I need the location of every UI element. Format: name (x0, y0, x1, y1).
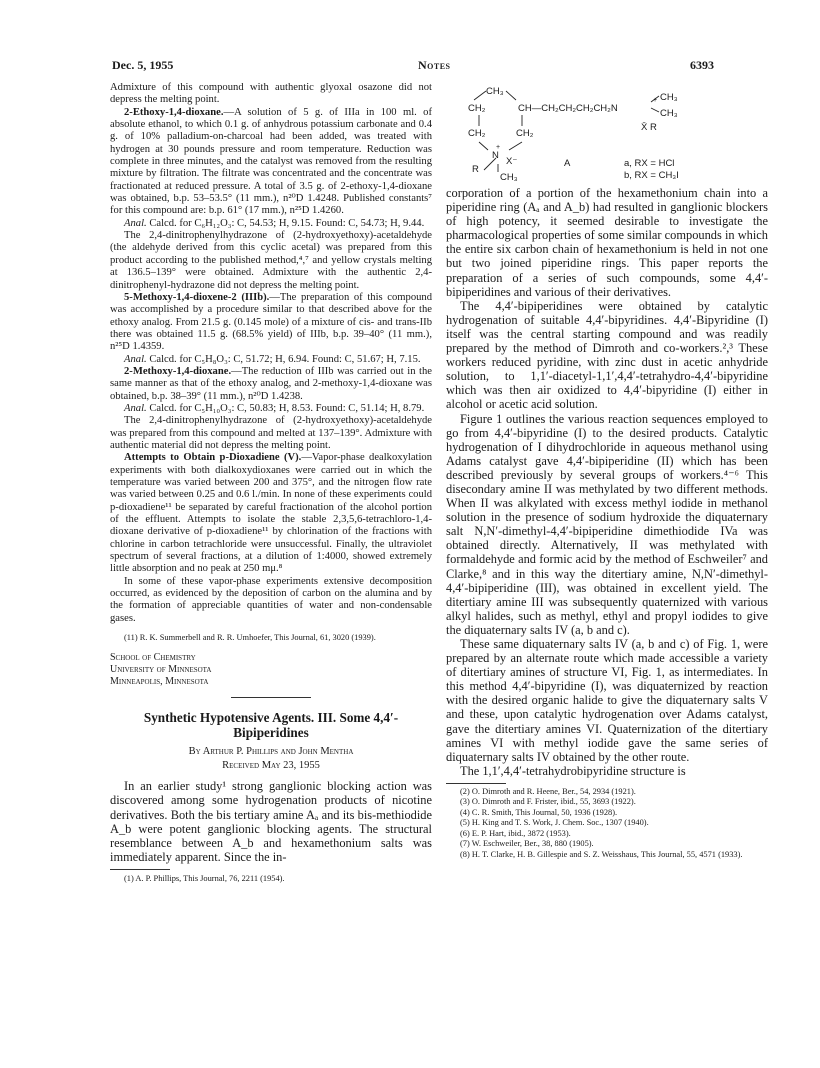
paragraph: These same diquaternary salts IV (a, b and c) of Fig. 1, were prepared by an alternate route which made accessible a variety of ditertiary amines of structure VI, Fig. 1, as intermediates. In this method 4,4′-bipyridine (I), was diquaternized by reaction with the desired organic halide to give the diquaternary salts V and these, upon catalytic hydrogenation over Adams catalyst, gave the ditertiary amines VI. Quaternization of the ditertiary amines VI with methyl iodide gave the same series of diquaternary salts IV obtained by the other route. (446, 637, 768, 764)
intro-paragraph: In an earlier study¹ strong ganglionic blocking action was discovered among some hydrogenation products of nicotine derivatives. Both the bis tertiary amine Aₐ and its bis-methiodide A_b were potent ganglionic blocking agents. The structural resemblance between A_b and hexamethonium salts was immediately apparent. Since the in- (110, 779, 432, 864)
charge-plus: + (496, 144, 501, 151)
subsection-title: 2-Ethoxy-1,4-dioxane. (124, 106, 224, 118)
ch2-label: CH₂ (468, 128, 486, 139)
counterion-label: X̄ R (641, 122, 657, 133)
chain-label: CH—CH₂CH₂CH₂CH₂N (518, 103, 618, 114)
affiliation-line: University of Minnesota (110, 663, 212, 675)
paragraph: The 2,4-dinitrophenylhydrazone of (2-hydroxyethoxy)-acetaldehyde (the aldehyde derived from this cyclic acetal) was prepared from this product according to the published method,⁴,⁷ and yellow crystals melting at 136.5–139° were obtained. Admixture with the authentic 2,4-dinitrophenyl-hydrazone did not depress the melting point. (110, 230, 432, 291)
subsection-title: 5-Methoxy-1,4-dioxene-2 (IIIb). (124, 291, 270, 303)
ch3-label: CH₃ (500, 172, 518, 183)
ch3-label: CH₃ (486, 86, 504, 97)
paragraph-text: —The preparation of this compound was accomplished by a procedure similar to that described above for the ethoxy analog. From 21.5 g. (0.145 mole) of a mixture of cis- and trans-IIb there was obtained 11.5 g. (68.5% yield) of IIIb, b.p. 39–40° (11 mm.), n²⁵D 1.4359. (110, 291, 433, 353)
paragraph: Admixture of this compound with authentic glyoxal osazone did not depress the melting point. (110, 82, 432, 106)
r-label: R (472, 164, 479, 175)
ch3-label: CH₃ (660, 92, 678, 103)
structure-diagram (446, 88, 768, 186)
analysis-text: Calcd. for C₆H₁₂O₃: C, 54.53; H, 9.15. Found: C, 54.73; H, 9.44. (146, 217, 425, 229)
paragraph: In some of these vapor-phase experiments extensive decomposition occurred, as evidenced by the deposition of carbon on the alumina and by the formation of appreciable quantities of water and non-condensable gases. (110, 575, 432, 624)
running-date: Dec. 5, 1955 (112, 58, 174, 72)
footnote-rule (446, 783, 506, 784)
received-date: Received May 23, 1955 (222, 759, 320, 771)
paragraph: The 2,4-dinitrophenylhydrazone of (2-hydroxyethoxy)-acetaldehyde was prepared from this compound and melted at 137–139°. Admixture with authentic material did not depress the melting point. (110, 415, 432, 451)
anal-label: Anal. (124, 402, 147, 414)
footnote: (2) O. Dimroth and R. Heene, Ber., 54, 2934 (1921). (460, 786, 636, 796)
paragraph: The 4,4′-bipiperidines were obtained by catalytic hydrogenation of suitable 4,4′-bipyridines. 4,4′-Bipyridine (I) itself was the central starting compound and was readily prepared by the method of Dimroth and co-workers.²,³ These workers reduced pyridine, with zinc dust in acetic anhydride solution, to 1,1′-diacetyl-1,1′,4,4′-tetrahydro-4,4′-bipyridine which was then air oxidized to 4,4′-bipyridine (I) either in alcohol or acetic acid solution. (446, 298, 768, 412)
article-authors: By Arthur P. Phillips and John Mentha (188, 745, 354, 757)
analysis (110, 218, 432, 230)
footnote: (1) A. P. Phillips, This Journal, 76, 2211 (1954). (124, 873, 285, 883)
affiliation-line: School of Chemistry (110, 651, 196, 663)
paragraph (110, 107, 432, 218)
affiliation-line: Minneapolis, Minnesota (110, 675, 209, 687)
page-number: 6393 (690, 58, 714, 72)
ch3-label: CH₃ (660, 108, 678, 119)
paragraph: The 1,1′,4,4′-tetrahydrobipyridine structure is (460, 763, 686, 778)
footnote: (3) O. Dimroth and F. Frister, ibid., 55, 3693 (1922). (460, 797, 636, 807)
footnote: (5) H. King and T. S. Work, J. Chem. Soc., 1307 (1940). (460, 818, 649, 828)
footnote: (8) H. T. Clarke, H. B. Gillespie and S. Z. Weisshaus, This Journal, 55, 4571 (1933). (460, 849, 743, 859)
right-column (446, 88, 768, 860)
footnote: (6) E. P. Hart, ibid., 3872 (1953). (460, 828, 571, 838)
anal-label: Anal. (124, 353, 147, 365)
section-divider (231, 697, 311, 698)
footnote: (11) R. K. Summerbell and R. R. Umhoefer, This Journal, 61, 3020 (1939). (124, 633, 376, 643)
ch2-label: CH₂ (468, 103, 486, 114)
subsection-title: 2-Methoxy-1,4-dioxane. (124, 365, 232, 377)
case-a-label: a, RX = HCl (624, 158, 675, 169)
paragraph: Figure 1 outlines the various reaction sequences employed to go from 4,4′-bipyridine (I) to the desired products. Catalytic hydrogenation of I dihydrochloride in aqueous methanol using Adams catalyst gave 4,4′-bipiperidine (II) which has been described previously by several groups of workers.⁴⁻⁶ This disecondary amine II was methylated by two different methods. When II was alkylated with excess methyl iodide in methanol solution in the presence of sodium hydroxide the diquaternary salt N,N′-dimethyl-4,4′-bipiperidine dimethiodide IVa was obtained directly. Alternatively, II was methylated with formaldehyde and formic acid by the method of Eschweiler⁷ and Clarke,⁸ and in this way the ditertiary amine, N,N′-dimethyl-4,4′-bipiperidine (III), was obtained in excellent yield. The ditertiary amine III was subsequently quaternized with various alkyl halides, such as methyl, ethyl and propyl iodides to give the diquaternary salts IV (a, b and c). (446, 411, 768, 637)
footnote-rule (110, 869, 170, 870)
anal-label: Anal. (124, 217, 147, 229)
article-title: Synthetic Hypotensive Agents. III. Some 4,4′-Bipiperidines (143, 709, 399, 740)
counterion-label: X⁻ (506, 156, 518, 167)
paragraph-text: —Vapor-phase dealkoxylation experiments with both dialkoxydioxanes were carried out in which the temperature was varied between 200 and 375°, and the nitrogen flow rate was varied between 0.25 and 0.6 l./min. In none of these experiments could p-dioxadiene¹¹ be separated by careful fractionation of the alcohol portion of the effluent. Attempts to isolate the stable 2,3,5,6-tetrachloro-1,4-dioxane derivative of p-dioxadiene¹¹ by chlorination of the fractions with chlorine in carbon tetrachloride were unsuccessful. Finally, the ultraviolet spectrum of several fractions, at a dilution of 1:4000, showed extremely little absorption and no peak at 250 mμ.⁸ (110, 452, 433, 575)
footnote: (4) C. R. Smith, This Journal, 50, 1936 (1928). (460, 807, 618, 817)
paragraph-text: —The reduction of IIIb was carried out in the same manner as that of the ethoxy analog, and 2-methoxy-1,4-dioxane was obtained, b.p. 38–39° (11 mm.), n²⁰D 1.4238. (110, 365, 432, 402)
analysis-text: Calcd. for C₅H₈O₃: C, 51.72; H, 6.94. Found: C, 51.67; H, 7.15. (146, 353, 421, 365)
analysis-text: Calcd. for C₅H₁₀O₃: C, 50.83; H, 8.53. Found: C, 51.14; H, 8.79. (146, 402, 425, 414)
footnote-list (446, 787, 768, 861)
charge-plus: + (653, 97, 658, 104)
paragraph (110, 366, 432, 403)
analysis (110, 403, 432, 415)
paragraph (110, 292, 432, 354)
paragraph (110, 452, 432, 575)
paragraph-text: —A solution of 5 g. of IIIa in 100 ml. of absolute ethanol, to which 0.1 g. of anhydrous potassium carbonate and 0.4 g. of 10% palladium-on-charcoal had been added, was treated with hydrogen at 30 pounds pressure and room temperature. Reduction was complete in three minutes, and the catalyst was removed from the resulting mixture by filtration. The filtrate was concentrated and the concentrate was fractionated at reduced pressure. A total of 3.5 g. of 2-ethoxy-1,4-dioxane was obtained, b.p. 53–53.5° (11 mm.), n²⁰D 1.4248. Published constants⁷ for this compound are: b.p. 61° (17 mm.), n²⁵D 1.4260. (110, 106, 432, 217)
nitrogen-label: N (492, 150, 499, 161)
running-section: Notes (418, 58, 451, 72)
ch2-label: CH₂ (516, 128, 534, 139)
subsection-title: Attempts to Obtain p-Dioxadiene (V). (124, 452, 302, 464)
left-column (110, 82, 432, 884)
analysis (110, 354, 432, 366)
case-b-label: b, RX = CH₃I (624, 170, 679, 181)
footnote: (7) W. Eschweiler, Ber., 38, 880 (1905). (460, 839, 594, 849)
paragraph: corporation of a portion of the hexamethonium chain into a piperidine ring (Aₐ and A_b) had resulted in ganglionic blockers of high potency, it seemed desirable to investigate the pharmacological properties of some similar compounds in which the entire six carbon chain of hexamethonium is held in not one but two joined piperidine rings. This paper reports the preparation of a series of such compounds, some 4,4′-bipiperidines and various of their derivatives. (446, 186, 768, 299)
compound-label: A (564, 158, 571, 169)
